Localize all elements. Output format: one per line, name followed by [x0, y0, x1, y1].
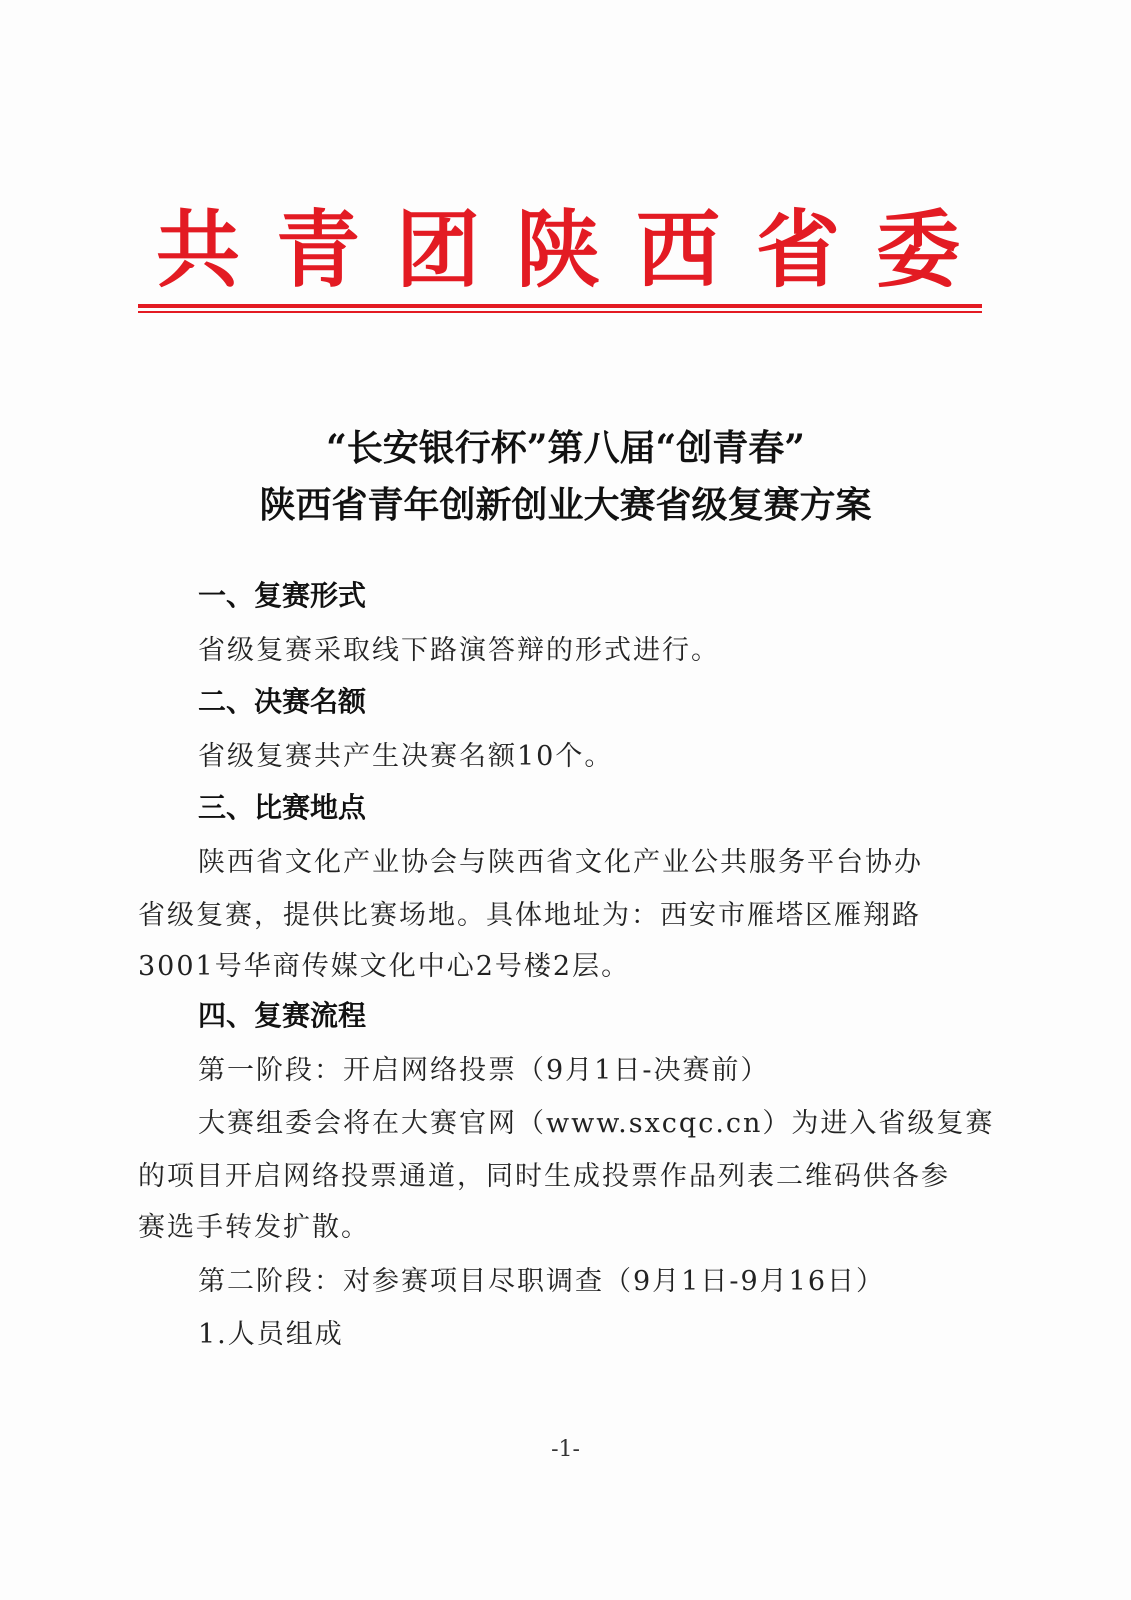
section-3-body-line-3: 3001号华商传媒文化中心2号楼2层。 — [138, 951, 631, 982]
section-1-heading: 一、复赛形式 — [198, 579, 367, 612]
page-number: -1- — [551, 1437, 580, 1462]
stage-1-title: 第一阶段：开启网络投票（9月1日-决赛前） — [198, 1055, 770, 1086]
section-2-body: 省级复赛共产生决赛名额10个。 — [198, 741, 614, 772]
stage-1-body-line-2: 的项目开启网络投票通道，同时生成投票作品列表二维码供各参 — [138, 1161, 950, 1192]
section-2-heading: 二、决赛名额 — [198, 685, 367, 718]
stage-2-title: 第二阶段：对参赛项目尽职调查（9月1日-9月16日） — [198, 1266, 886, 1297]
document-title-line-2: 陕西省青年创新创业大赛省级复赛方案 — [259, 484, 872, 526]
document-title-line-1: “长安银行杯”第八届“创青春” — [326, 427, 805, 469]
section-3-heading: 三、比赛地点 — [198, 791, 367, 824]
section-1-body: 省级复赛采取线下路演答辩的形式进行。 — [198, 635, 720, 666]
letterhead-organization: 共青团陕西省委 — [156, 201, 997, 299]
section-3-body-line-2: 省级复赛，提供比赛场地。具体地址为：西安市雁塔区雁翔路 — [138, 900, 921, 931]
stage-2-item-1: 1.人员组成 — [198, 1319, 344, 1350]
section-3-body-line-1: 陕西省文化产业协会与陕西省文化产业公共服务平台协办 — [198, 847, 923, 878]
letterhead-rule-thick — [138, 304, 982, 308]
letterhead-rule-thin — [138, 311, 982, 313]
stage-1-body-line-3: 赛选手转发扩散。 — [138, 1212, 370, 1243]
section-4-heading: 四、复赛流程 — [198, 999, 367, 1032]
stage-1-body-line-1: 大赛组委会将在大赛官网（www.sxcqc.cn）为进入省级复赛 — [198, 1108, 995, 1139]
